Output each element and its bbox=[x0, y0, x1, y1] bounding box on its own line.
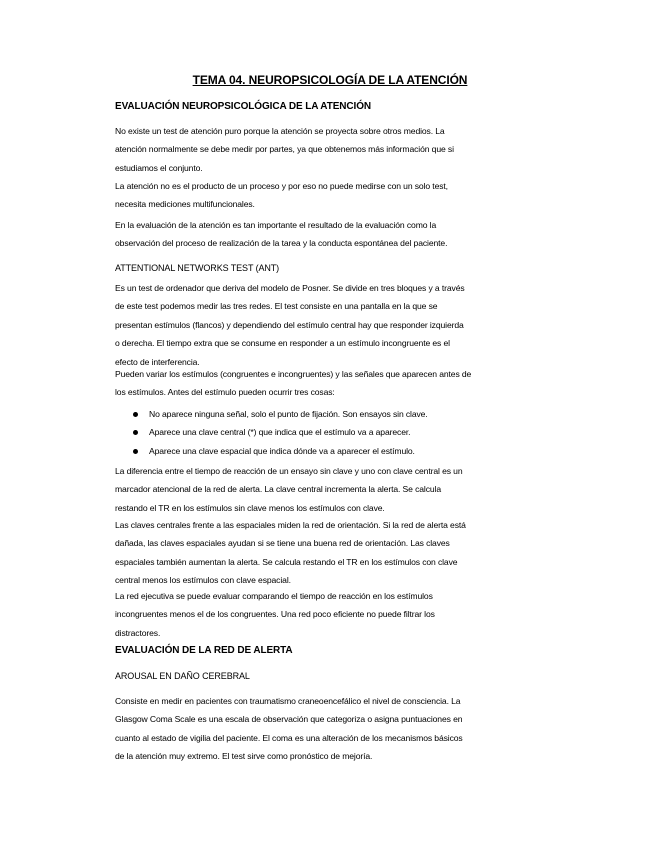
text-line: La diferencia entre el tiempo de reacción de un ensayo sin clave y uno con clave central es un bbox=[115, 466, 463, 476]
paragraph bbox=[115, 587, 540, 642]
subsection-heading-ant: ATTENTIONAL NETWORKS TEST (ANT) bbox=[115, 263, 280, 273]
text-line: de la atención muy extremo. El test sirve como pronóstico de mejoría. bbox=[115, 751, 373, 762]
text-line: necesita mediciones multifuncionales. bbox=[115, 199, 255, 210]
paragraph bbox=[115, 462, 540, 517]
paragraph bbox=[115, 692, 540, 766]
text-line: de este test podemos medir las tres redes. El test consiste en una pantalla en la que se bbox=[115, 301, 438, 312]
paragraph bbox=[115, 216, 540, 253]
bullet-text: Aparece una clave espacial que indica dónde va a aparecer el estímulo. bbox=[149, 445, 415, 456]
text-line: En la evaluación de la atención es tan importante el resultado de la evaluación como la bbox=[115, 220, 437, 230]
bullet-text: No aparece ninguna señal, solo el punto de fijación. Son ensayos sin clave. bbox=[149, 409, 428, 419]
text-line: los estímulos. Antes del estímulo pueden ocurrir tres cosas: bbox=[115, 387, 335, 398]
text-line: Pueden variar los estímulos (congruentes e incongruentes) y las señales que aparecen antes de bbox=[115, 369, 472, 379]
text-line: presentan estímulos (flancos) y dependiendo del estímulo central hay que responder izquierda bbox=[115, 319, 464, 330]
bullet-text: Aparece una clave central (*) que indica que el estímulo va a aparecer. bbox=[149, 427, 411, 438]
bullet-icon bbox=[133, 449, 138, 454]
text-line: atención normalmente se debe medir por partes, ya que obtenemos más información que si bbox=[115, 144, 454, 155]
bullet-list bbox=[115, 405, 540, 460]
bullet-item bbox=[115, 442, 540, 460]
section-heading-red-alerta: EVALUACIÓN DE LA RED DE ALERTA bbox=[115, 645, 293, 656]
text-line: efecto de interferencia. bbox=[115, 356, 200, 367]
bullet-item bbox=[115, 423, 540, 441]
bullet-icon bbox=[133, 412, 138, 417]
text-line: observación del proceso de realización de la tarea y la conducta espontánea del paciente. bbox=[115, 238, 448, 249]
text-line: La red ejecutiva se puede evaluar comparando el tiempo de reacción en los estímulos bbox=[115, 591, 433, 601]
text-line: espaciales también aumentan la alerta. Se calcula restando el TR en los estímulos con clave bbox=[115, 556, 458, 567]
paragraph bbox=[115, 516, 540, 590]
text-line: marcador atencional de la red de alerta. La clave central incrementa la alerta. Se calcula bbox=[115, 484, 441, 495]
text-line: La atención no es el producto de un proceso y por eso no puede medirse con un solo test, bbox=[115, 181, 448, 191]
section-heading-evaluacion: EVALUACIÓN NEUROPSICOLÓGICA DE LA ATENCIÓN bbox=[115, 101, 371, 112]
text-line: estudiamos el conjunto. bbox=[115, 162, 203, 173]
bullet-item bbox=[115, 405, 540, 423]
text-line: cuanto al estado de vigilia del paciente. El coma es una alteración de los mecanismos básicos bbox=[115, 732, 463, 743]
subsection-heading-arousal: AROUSAL EN DAÑO CEREBRAL bbox=[115, 671, 250, 681]
paragraph bbox=[115, 122, 540, 177]
text-line: distractores. bbox=[115, 627, 161, 638]
text-line: Consiste en medir en pacientes con traumatismo craneoencefálico el nivel de consciencia. La bbox=[115, 696, 461, 706]
text-line: Glasgow Coma Scale es una escala de observación que categoriza o asigna puntuaciones en bbox=[115, 714, 463, 725]
text-line: restando el TR en los estímulos sin clave menos los estímulos con clave. bbox=[115, 502, 385, 513]
text-line: incongruentes menos el de los congruentes. Una red poco eficiente no puede filtrar los bbox=[115, 609, 435, 620]
text-line: central menos los estímulos con clave espacial. bbox=[115, 575, 291, 586]
text-line: dañada, las claves espaciales ayudan si se tiene una buena red de orientación. Las claves bbox=[115, 538, 450, 549]
text-line: Es un test de ordenador que deriva del modelo de Posner. Se divide en tres bloques y a través bbox=[115, 283, 465, 293]
paragraph bbox=[115, 279, 540, 371]
text-line: o derecha. El tiempo extra que se consume en responder a un estímulo incongruente es el bbox=[115, 338, 450, 349]
bullet-icon bbox=[133, 430, 138, 435]
paragraph bbox=[115, 177, 540, 214]
text-line: Las claves centrales frente a las espaciales miden la red de orientación. Si la red de alerta está bbox=[115, 520, 466, 530]
paragraph bbox=[115, 365, 540, 402]
document-title: TEMA 04. NEUROPSICOLOGÍA DE LA ATENCIÓN bbox=[192, 73, 468, 87]
text-line: No existe un test de atención puro porque la atención se proyecta sobre otros medios. La bbox=[115, 126, 445, 136]
